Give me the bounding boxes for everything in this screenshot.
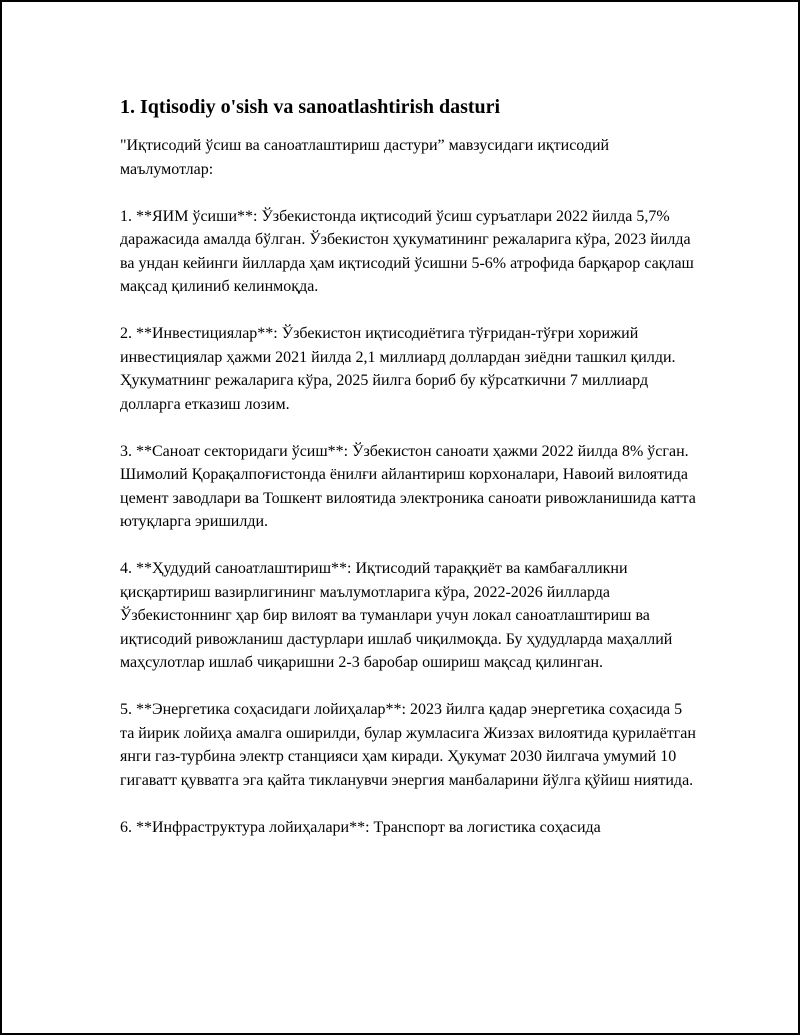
paragraph-investments: 2. **Инвестициялар**: Ўзбекистон иқтисодиётига тўғридан-тўғри хорижий инвестициялар ҳажми 2021 йилда 2,1 миллиард доллардан зиёдни ташкил қилди. Ҳукуматнинг режаларига кўра, 2025 йилга бориб бу кўрсаткични 7 миллиард долларга етказиш лозим.: [120, 325, 676, 413]
document-body: [120, 94, 700, 863]
paragraph-regional-industrialization: 4. **Ҳудудий саноатлаштириш**: Иқтисодий тараққиёт ва камбағалликни қисқартириш вазирлигининг маълумотларига кўра, 2022-2026 йилларда Ўзбекистоннинг ҳар бир вилоят ва туманлари учун локал саноатлаштириш ва иқтисодий ривожланиш дастурлари ишлаб чиқилмоқда. Бу ҳудудларда маҳаллий маҳсулотлар ишлаб чиқаришни 2-3 баробар ошириш мақсад қилинган.: [120, 560, 673, 671]
paragraph-energy-projects: 5. **Энергетика соҳасидаги лойиҳалар**: 2023 йилга қадар энергетика соҳасида 5 та йирик лойиҳа амалга оширилди, булар жумласига Жиззах вилоятида қурилаётган янги газ-турбина электр станцияси ҳам киради. Ҳукумат 2030 йилгача умумий 10 гигаватт қувватга эга қайта тикланувчи энергия манбаларини йўлга қўйиш ниятида.: [120, 701, 696, 789]
page-title: 1. Iqtisodiy o'sish va sanoatlashtirish dasturi: [120, 96, 501, 118]
intro-paragraph: "Иқтисодий ўсиш ва саноатлаштириш дастури” мавзусидаги иқтисодий маълумотлар:: [120, 137, 610, 178]
paragraph-industry-growth: 3. **Саноат секторидаги ўсиш**: Ўзбекистон саноати ҳажми 2022 йилда 8% ўсган. Шимолий Қорақалпоғистонда ёнилғи айлантириш корхоналари, Навоий вилоятида цемент заводлари ва Тошкент вилоятида электроника саноати ривожланишида катта ютуқларга эришилди.: [120, 442, 696, 530]
paragraph-infrastructure-projects: 6. **Инфраструктура лойиҳалари**: Транспорт ва логистика соҳасида: [120, 818, 601, 836]
paragraph-gdp-growth: 1. **ЯИМ ўсиши**: Ўзбекистонда иқтисодий ўсиш суръатлари 2022 йилда 5,7% даражасида амалда бўлган. Ўзбекистон ҳукуматининг режаларига кўра, 2023 йилда ва ундан кейинги йилларда ҳам иқтисодий ўсишни 5-6% атрофида барқарор сақлаш мақсад қилиниб келинмоқда.: [120, 207, 694, 295]
